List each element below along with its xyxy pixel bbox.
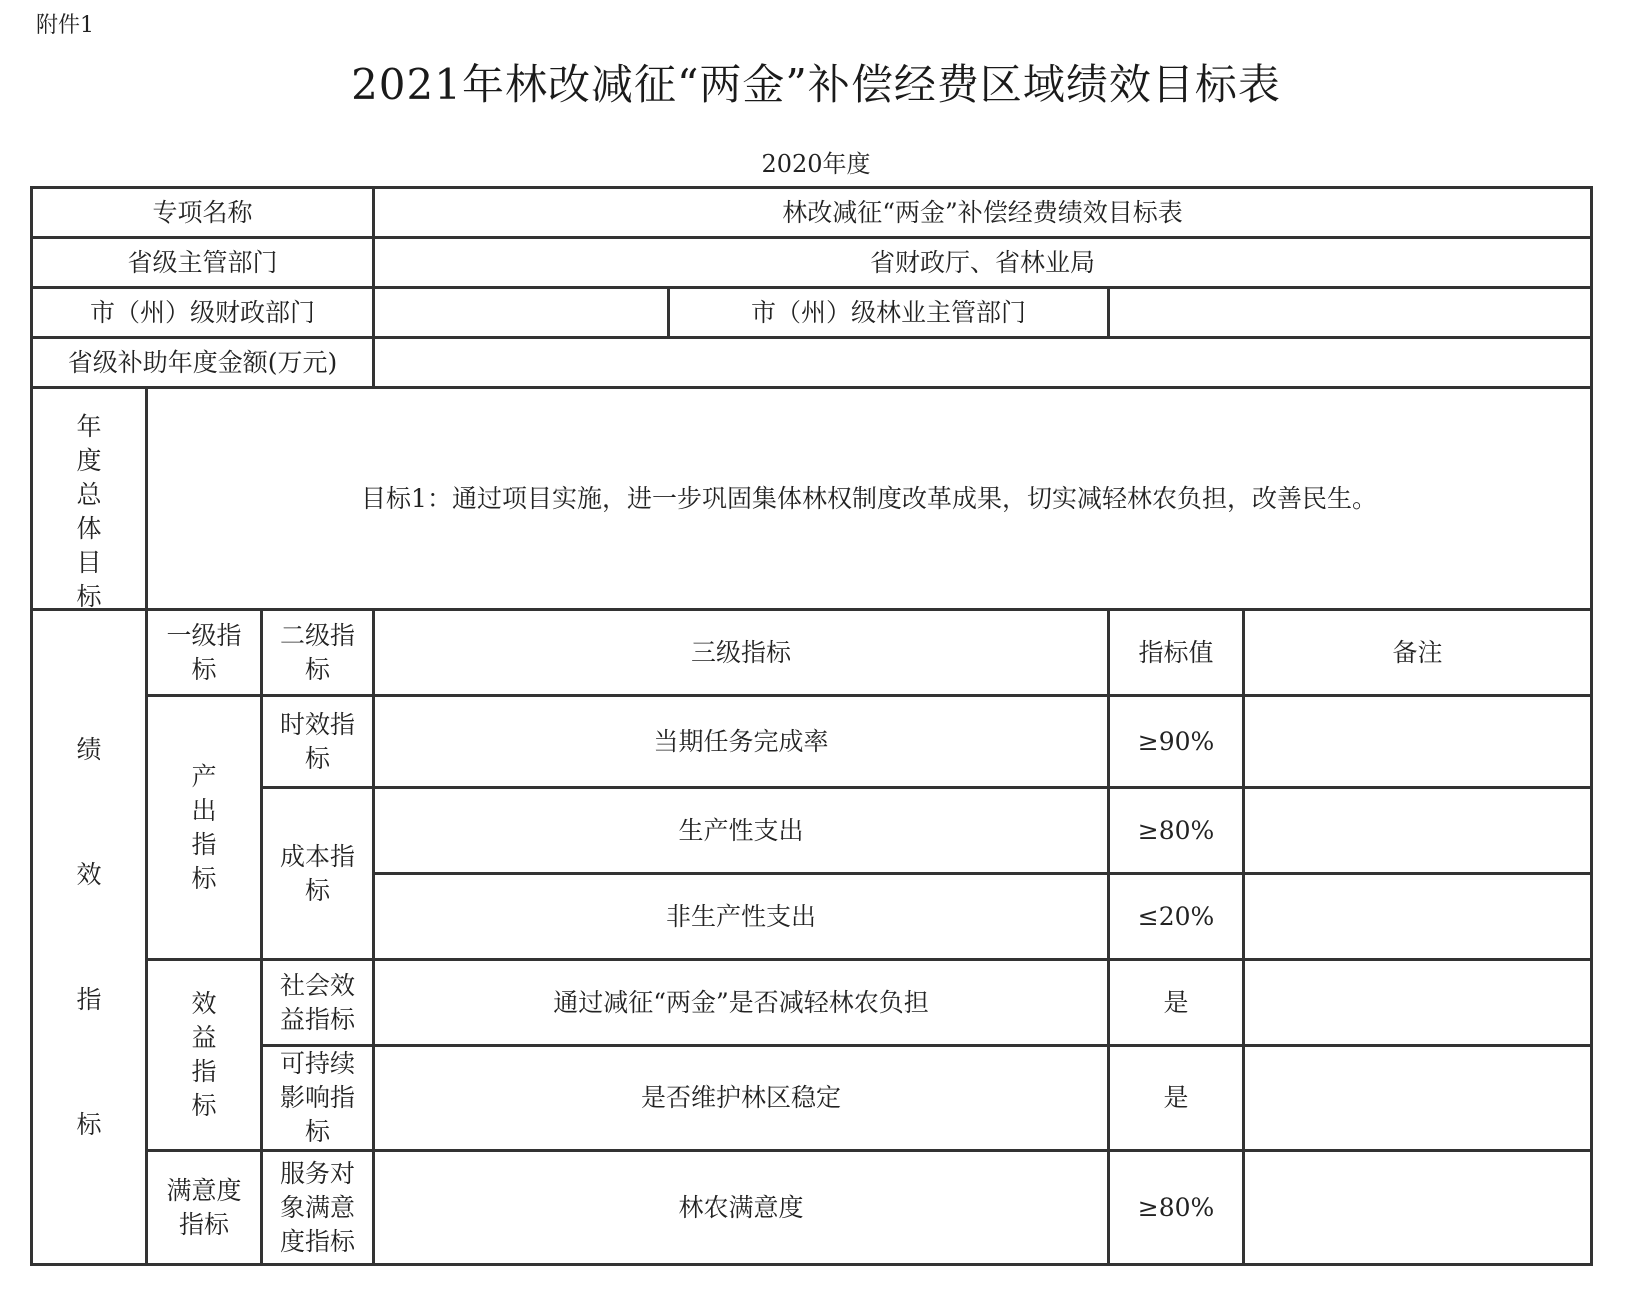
item-name: 生产性支出	[374, 788, 1109, 874]
item-remark	[1244, 788, 1592, 874]
project-name-row	[32, 188, 1592, 238]
header-level1: 一级指标	[166, 620, 242, 684]
table-row	[32, 1151, 1592, 1265]
item-remark	[1244, 960, 1592, 1046]
item-value: 是	[1109, 960, 1244, 1046]
benefit-indicator-label: 效益指标	[191, 989, 217, 1120]
item-value: ≤20%	[1109, 874, 1244, 960]
service-satisfaction-label: 服务对象满意度指标	[279, 1158, 355, 1256]
item-remark	[1244, 696, 1592, 788]
social-benefit-label: 社会效益指标	[279, 970, 355, 1034]
provincial-dept-value: 省财政厅、省林业局	[374, 238, 1592, 288]
table-row	[32, 788, 1592, 874]
subsidy-value	[374, 338, 1592, 388]
cost-indicator-label: 成本指标	[279, 841, 355, 905]
benefit-indicator-cell	[147, 960, 262, 1151]
table-row	[32, 1046, 1592, 1151]
header-value: 指标值	[1109, 610, 1244, 696]
project-name-value: 林改减征“两金”补偿经费绩效目标表	[374, 188, 1592, 238]
output-indicator-label: 产出指标	[191, 761, 217, 893]
city-finance-value	[374, 288, 669, 338]
provincial-dept-row	[32, 238, 1592, 288]
subsidy-row	[32, 338, 1592, 388]
table-row	[32, 696, 1592, 788]
item-name: 通过减征“两金”是否减轻林农负担	[374, 960, 1109, 1046]
table-row	[32, 960, 1592, 1046]
city-forestry-label: 市（州）级林业主管部门	[669, 288, 1109, 338]
timeliness-indicator-label: 时效指标	[279, 709, 355, 773]
item-value: 是	[1109, 1046, 1244, 1151]
item-value: ≥80%	[1109, 1151, 1244, 1265]
annual-goal-label-cell	[32, 388, 147, 610]
header-remark: 备注	[1244, 610, 1592, 696]
annual-goal-label: 年度总体目标	[76, 411, 102, 611]
attachment-label: 附件1	[36, 13, 94, 38]
annual-goal-row	[32, 388, 1592, 610]
output-indicator-cell	[147, 696, 262, 960]
item-remark	[1244, 874, 1592, 960]
item-name: 非生产性支出	[374, 874, 1109, 960]
city-finance-label: 市（州）级财政部门	[32, 288, 374, 338]
provincial-dept-label: 省级主管部门	[32, 238, 374, 288]
fiscal-year: 2020年度	[761, 150, 871, 178]
project-name-label: 专项名称	[32, 188, 374, 238]
indicator-section-label: 绩效指标	[76, 735, 102, 1139]
item-name: 林农满意度	[374, 1151, 1109, 1265]
city-dept-row	[32, 288, 1592, 338]
item-name: 当期任务完成率	[374, 696, 1109, 788]
city-forestry-value	[1109, 288, 1592, 338]
item-value: ≥90%	[1109, 696, 1244, 788]
sustainable-impact-label: 可持续影响指标	[279, 1049, 355, 1146]
header-level2: 二级指标	[279, 620, 355, 684]
item-value: ≥80%	[1109, 788, 1244, 874]
item-name: 是否维护林区稳定	[374, 1046, 1109, 1151]
indicator-section-cell	[32, 610, 147, 1265]
item-remark	[1244, 1046, 1592, 1151]
page-title: 2021年林改减征“两金”补偿经费区域绩效目标表	[351, 60, 1281, 109]
satisfaction-indicator-label: 满意度指标	[166, 1175, 242, 1239]
item-remark	[1244, 1151, 1592, 1265]
subsidy-label: 省级补助年度金额(万元)	[32, 338, 374, 388]
indicator-header-row	[32, 610, 1592, 696]
header-level3: 三级指标	[374, 610, 1109, 696]
performance-target-table	[30, 186, 1593, 1266]
annual-goal-text: 目标1：通过项目实施，进一步巩固集体林权制度改革成果，切实减轻林农负担，改善民生。	[147, 388, 1592, 610]
